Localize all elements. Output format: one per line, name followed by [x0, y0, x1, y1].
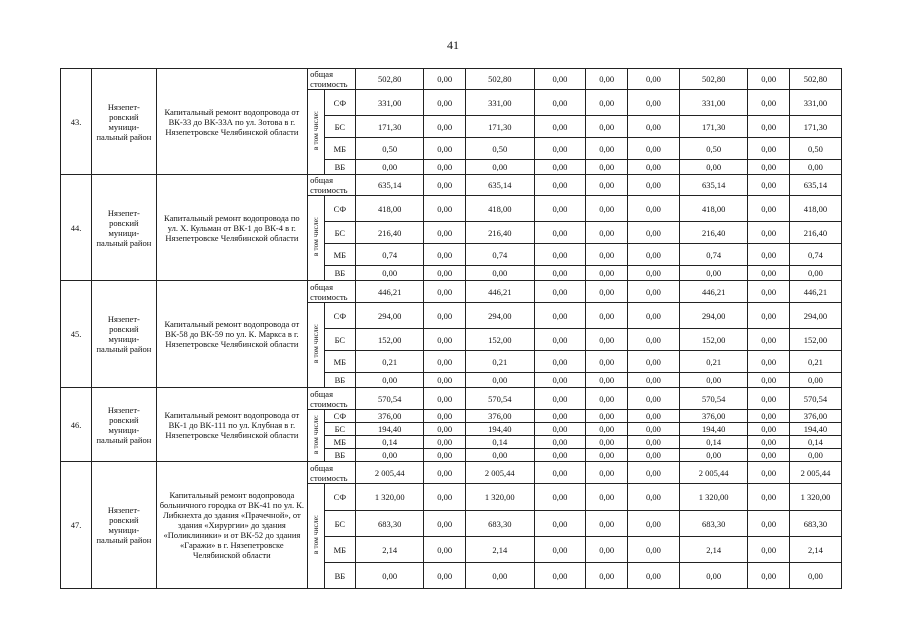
- label-bs: БС: [324, 116, 355, 138]
- value-cell: 0,00: [586, 266, 628, 281]
- value-cell: 0,50: [466, 138, 535, 160]
- label-vb: ВБ: [324, 373, 355, 388]
- value-cell: 216,40: [355, 222, 424, 244]
- row-number: 45.: [61, 281, 92, 388]
- value-cell: 0,00: [789, 266, 841, 281]
- value-cell: 0,21: [355, 351, 424, 373]
- value-cell: 0,00: [748, 436, 790, 449]
- value-cell: 418,00: [789, 196, 841, 222]
- value-cell: 635,14: [355, 175, 424, 196]
- value-cell: 0,00: [424, 410, 466, 423]
- value-cell: 0,00: [748, 196, 790, 222]
- value-cell: 0,00: [424, 373, 466, 388]
- value-cell: 0,00: [748, 373, 790, 388]
- label-sf: СФ: [324, 410, 355, 423]
- value-cell: 0,00: [355, 373, 424, 388]
- value-cell: 0,00: [627, 329, 679, 351]
- value-cell: 0,00: [534, 449, 586, 462]
- value-cell: 0,00: [534, 410, 586, 423]
- value-cell: 0,00: [424, 351, 466, 373]
- value-cell: 0,00: [627, 69, 679, 90]
- value-cell: 0,00: [424, 563, 466, 589]
- value-cell: 0,00: [424, 484, 466, 511]
- value-cell: 0,21: [679, 351, 748, 373]
- value-cell: 194,40: [679, 423, 748, 436]
- value-cell: 0,00: [748, 138, 790, 160]
- value-cell: 0,00: [748, 90, 790, 116]
- value-cell: 0,14: [789, 436, 841, 449]
- value-cell: 0,00: [424, 138, 466, 160]
- value-cell: 0,50: [789, 138, 841, 160]
- value-cell: 0,74: [789, 244, 841, 266]
- value-cell: 0,00: [586, 373, 628, 388]
- value-cell: 0,00: [748, 423, 790, 436]
- value-cell: 171,30: [679, 116, 748, 138]
- label-including-text: в том числе:: [310, 414, 320, 455]
- value-cell: 0,00: [355, 266, 424, 281]
- value-cell: 0,00: [627, 410, 679, 423]
- value-cell: 570,54: [466, 388, 535, 410]
- value-cell: 0,00: [586, 436, 628, 449]
- value-cell: 0,00: [586, 69, 628, 90]
- page-number: 41: [447, 38, 459, 52]
- value-cell: 0,00: [534, 462, 586, 484]
- value-cell: 0,00: [748, 462, 790, 484]
- value-cell: 502,80: [466, 69, 535, 90]
- label-bs: БС: [324, 329, 355, 351]
- value-cell: 0,00: [627, 511, 679, 537]
- value-cell: 0,00: [748, 266, 790, 281]
- value-cell: 0,00: [627, 462, 679, 484]
- value-cell: 0,00: [424, 329, 466, 351]
- value-cell: 0,00: [748, 303, 790, 329]
- value-cell: 0,00: [748, 388, 790, 410]
- value-cell: 0,00: [627, 484, 679, 511]
- value-cell: 0,00: [627, 436, 679, 449]
- value-cell: 0,00: [679, 449, 748, 462]
- table-row: [61, 462, 842, 484]
- value-cell: 0,00: [534, 563, 586, 589]
- label-including: [308, 484, 325, 589]
- municipality: Нязепет-ровский муници-пальный район: [92, 388, 156, 462]
- label-including: [308, 196, 325, 281]
- value-cell: 418,00: [466, 196, 535, 222]
- value-cell: 502,80: [355, 69, 424, 90]
- label-vb: ВБ: [324, 266, 355, 281]
- value-cell: 0,00: [355, 563, 424, 589]
- value-cell: 376,00: [355, 410, 424, 423]
- value-cell: 0,00: [748, 244, 790, 266]
- value-cell: 2 005,44: [355, 462, 424, 484]
- label-sf: СФ: [324, 90, 355, 116]
- value-cell: 0,00: [679, 563, 748, 589]
- value-cell: 570,54: [789, 388, 841, 410]
- value-cell: 0,00: [789, 160, 841, 175]
- label-including: [308, 303, 325, 388]
- value-cell: 0,00: [748, 175, 790, 196]
- value-cell: 0,00: [424, 244, 466, 266]
- value-cell: 152,00: [466, 329, 535, 351]
- value-cell: 2,14: [466, 537, 535, 563]
- value-cell: 683,30: [789, 511, 841, 537]
- value-cell: 2 005,44: [789, 462, 841, 484]
- table-row: [61, 69, 842, 90]
- value-cell: 0,00: [748, 484, 790, 511]
- value-cell: 152,00: [679, 329, 748, 351]
- value-cell: 0,14: [679, 436, 748, 449]
- value-cell: 0,00: [627, 388, 679, 410]
- label-sf: СФ: [324, 484, 355, 511]
- value-cell: 0,00: [424, 303, 466, 329]
- value-cell: 216,40: [679, 222, 748, 244]
- value-cell: 0,00: [534, 329, 586, 351]
- value-cell: 683,30: [679, 511, 748, 537]
- value-cell: 0,00: [748, 410, 790, 423]
- label-bs: БС: [324, 511, 355, 537]
- value-cell: 0,00: [586, 537, 628, 563]
- value-cell: 0,00: [424, 222, 466, 244]
- value-cell: 0,00: [679, 266, 748, 281]
- row-number: 43.: [61, 69, 92, 175]
- value-cell: 171,30: [466, 116, 535, 138]
- value-cell: 0,00: [534, 484, 586, 511]
- table-row: [61, 388, 842, 410]
- value-cell: 331,00: [466, 90, 535, 116]
- value-cell: 0,00: [424, 388, 466, 410]
- value-cell: 0,00: [424, 160, 466, 175]
- value-cell: 446,21: [679, 281, 748, 303]
- value-cell: 502,80: [789, 69, 841, 90]
- value-cell: 502,80: [679, 69, 748, 90]
- value-cell: 0,00: [586, 462, 628, 484]
- value-cell: 0,00: [748, 537, 790, 563]
- value-cell: 0,00: [534, 436, 586, 449]
- value-cell: 2 005,44: [679, 462, 748, 484]
- value-cell: 0,21: [466, 351, 535, 373]
- label-vb: ВБ: [324, 563, 355, 589]
- project-description: Капитальный ремонт водопровода от ВК-58 до ВК-59 по ул. К. Маркса в г. Нязепетровске Челябинской области: [156, 281, 308, 388]
- label-total: общая стоимость: [308, 388, 356, 410]
- value-cell: 0,00: [627, 303, 679, 329]
- value-cell: 2,14: [355, 537, 424, 563]
- value-cell: 0,00: [586, 563, 628, 589]
- value-cell: 0,00: [586, 410, 628, 423]
- value-cell: 0,00: [586, 449, 628, 462]
- value-cell: 376,00: [679, 410, 748, 423]
- value-cell: 1 320,00: [679, 484, 748, 511]
- value-cell: 0,00: [627, 244, 679, 266]
- budget-table: [60, 68, 842, 589]
- value-cell: 2,14: [679, 537, 748, 563]
- value-cell: 0,00: [586, 160, 628, 175]
- value-cell: 0,00: [627, 423, 679, 436]
- value-cell: 0,00: [586, 138, 628, 160]
- value-cell: 0,00: [789, 449, 841, 462]
- value-cell: 0,00: [466, 563, 535, 589]
- table-row: [61, 281, 842, 303]
- value-cell: 0,00: [534, 351, 586, 373]
- label-vb: ВБ: [324, 449, 355, 462]
- value-cell: 0,00: [424, 281, 466, 303]
- value-cell: 0,00: [534, 281, 586, 303]
- value-cell: 446,21: [466, 281, 535, 303]
- value-cell: 152,00: [789, 329, 841, 351]
- value-cell: 294,00: [679, 303, 748, 329]
- label-mb: МБ: [324, 436, 355, 449]
- value-cell: 331,00: [679, 90, 748, 116]
- value-cell: 0,00: [355, 449, 424, 462]
- value-cell: 294,00: [466, 303, 535, 329]
- value-cell: 0,00: [586, 329, 628, 351]
- value-cell: 0,00: [424, 511, 466, 537]
- value-cell: 683,30: [466, 511, 535, 537]
- value-cell: 0,00: [627, 90, 679, 116]
- label-including: [308, 90, 325, 175]
- value-cell: 0,00: [748, 351, 790, 373]
- label-total: общая стоимость: [308, 281, 356, 303]
- value-cell: 0,00: [534, 423, 586, 436]
- project-description: Капитальный ремонт водопровода от ВК-1 до ВК-111 по ул. Клубная в г. Нязепетровске Челябинской области: [156, 388, 308, 462]
- label-sf: СФ: [324, 196, 355, 222]
- value-cell: 0,00: [534, 373, 586, 388]
- value-cell: 635,14: [679, 175, 748, 196]
- row-number: 46.: [61, 388, 92, 462]
- value-cell: 216,40: [789, 222, 841, 244]
- value-cell: 0,00: [627, 138, 679, 160]
- value-cell: 0,00: [748, 329, 790, 351]
- value-cell: 294,00: [355, 303, 424, 329]
- value-cell: 0,00: [534, 69, 586, 90]
- value-cell: 418,00: [355, 196, 424, 222]
- value-cell: 0,00: [466, 266, 535, 281]
- value-cell: 0,00: [586, 222, 628, 244]
- value-cell: 0,00: [586, 484, 628, 511]
- value-cell: 0,00: [627, 563, 679, 589]
- label-vb: ВБ: [324, 160, 355, 175]
- value-cell: 0,00: [627, 537, 679, 563]
- row-number: 44.: [61, 175, 92, 281]
- value-cell: 0,00: [627, 449, 679, 462]
- value-cell: 0,00: [534, 196, 586, 222]
- value-cell: 171,30: [789, 116, 841, 138]
- value-cell: 0,00: [748, 563, 790, 589]
- value-cell: 194,40: [466, 423, 535, 436]
- value-cell: 0,00: [748, 511, 790, 537]
- table-row: [61, 175, 842, 196]
- value-cell: 635,14: [466, 175, 535, 196]
- value-cell: 0,00: [586, 351, 628, 373]
- value-cell: 0,50: [355, 138, 424, 160]
- value-cell: 2,14: [789, 537, 841, 563]
- value-cell: 0,00: [586, 196, 628, 222]
- value-cell: 0,00: [424, 423, 466, 436]
- value-cell: 1 320,00: [789, 484, 841, 511]
- value-cell: 0,00: [534, 266, 586, 281]
- value-cell: 0,00: [627, 160, 679, 175]
- value-cell: 0,00: [424, 175, 466, 196]
- label-total: общая стоимость: [308, 462, 356, 484]
- value-cell: 635,14: [789, 175, 841, 196]
- value-cell: 152,00: [355, 329, 424, 351]
- value-cell: 0,14: [466, 436, 535, 449]
- label-mb: МБ: [324, 351, 355, 373]
- value-cell: 0,00: [534, 175, 586, 196]
- value-cell: 0,00: [534, 90, 586, 116]
- project-description: Капитальный ремонт водопровода больничного городка от ВК-41 по ул. К. Либкнехта до здания «Прачечной», от здания «Хирургии» до здания «Поликлиники» и от ВК-52 до здания «Гаражи» в г. Нязепетровске Челябинской области: [156, 462, 308, 589]
- value-cell: 331,00: [789, 90, 841, 116]
- value-cell: 1 320,00: [355, 484, 424, 511]
- value-cell: 0,00: [534, 116, 586, 138]
- value-cell: 0,00: [424, 266, 466, 281]
- value-cell: 0,00: [424, 90, 466, 116]
- row-number: 47.: [61, 462, 92, 589]
- value-cell: 0,00: [424, 537, 466, 563]
- value-cell: 0,00: [424, 449, 466, 462]
- value-cell: 0,00: [586, 90, 628, 116]
- value-cell: 0,00: [534, 138, 586, 160]
- value-cell: 0,74: [679, 244, 748, 266]
- value-cell: 0,00: [534, 388, 586, 410]
- value-cell: 0,00: [534, 511, 586, 537]
- value-cell: 0,00: [748, 160, 790, 175]
- value-cell: 0,00: [627, 373, 679, 388]
- label-bs: БС: [324, 222, 355, 244]
- value-cell: 0,00: [748, 222, 790, 244]
- value-cell: 194,40: [355, 423, 424, 436]
- value-cell: 0,00: [748, 449, 790, 462]
- project-description: Капитальный ремонт водопровода от ВК-33 до ВК-33А по ул. Зотова в г. Нязепетровске Челябинской области: [156, 69, 308, 175]
- value-cell: 0,00: [679, 160, 748, 175]
- label-including-text: в том числе:: [310, 515, 320, 555]
- value-cell: 0,00: [627, 116, 679, 138]
- value-cell: 0,00: [627, 222, 679, 244]
- value-cell: 0,00: [424, 196, 466, 222]
- value-cell: 0,00: [424, 69, 466, 90]
- value-cell: 0,00: [424, 116, 466, 138]
- value-cell: 0,00: [627, 196, 679, 222]
- value-cell: 570,54: [679, 388, 748, 410]
- label-mb: МБ: [324, 537, 355, 563]
- value-cell: 0,50: [679, 138, 748, 160]
- value-cell: 0,00: [355, 160, 424, 175]
- municipality: Нязепет-ровский муници-пальный район: [92, 175, 156, 281]
- value-cell: 0,00: [627, 266, 679, 281]
- label-total: общая стоимость: [308, 69, 356, 90]
- label-mb: МБ: [324, 244, 355, 266]
- label-including-text: в том числе:: [310, 217, 320, 257]
- value-cell: 0,00: [534, 222, 586, 244]
- value-cell: 0,00: [627, 351, 679, 373]
- value-cell: 446,21: [789, 281, 841, 303]
- value-cell: 0,14: [355, 436, 424, 449]
- value-cell: 570,54: [355, 388, 424, 410]
- value-cell: 0,00: [789, 373, 841, 388]
- value-cell: 418,00: [679, 196, 748, 222]
- label-sf: СФ: [324, 303, 355, 329]
- value-cell: 0,74: [355, 244, 424, 266]
- value-cell: 0,00: [586, 388, 628, 410]
- municipality: Нязепет-ровский муници-пальный район: [92, 69, 156, 175]
- value-cell: 0,00: [748, 281, 790, 303]
- value-cell: 446,21: [355, 281, 424, 303]
- value-cell: 0,00: [586, 175, 628, 196]
- label-mb: МБ: [324, 138, 355, 160]
- municipality: Нязепет-ровский муници-пальный район: [92, 281, 156, 388]
- value-cell: 683,30: [355, 511, 424, 537]
- label-including-text: в том числе:: [310, 111, 320, 151]
- value-cell: 0,00: [586, 423, 628, 436]
- value-cell: 0,00: [534, 244, 586, 266]
- value-cell: 0,00: [534, 160, 586, 175]
- value-cell: 0,00: [534, 303, 586, 329]
- label-bs: БС: [324, 423, 355, 436]
- value-cell: 0,00: [466, 160, 535, 175]
- value-cell: 216,40: [466, 222, 535, 244]
- value-cell: 294,00: [789, 303, 841, 329]
- value-cell: 331,00: [355, 90, 424, 116]
- value-cell: 0,00: [748, 116, 790, 138]
- value-cell: 376,00: [789, 410, 841, 423]
- label-including: [308, 410, 325, 462]
- value-cell: 1 320,00: [466, 484, 535, 511]
- value-cell: 0,00: [534, 537, 586, 563]
- value-cell: 0,00: [789, 563, 841, 589]
- value-cell: 0,00: [748, 69, 790, 90]
- label-including-text: в том числе:: [310, 324, 320, 364]
- value-cell: 171,30: [355, 116, 424, 138]
- project-description: Капитальный ремонт водопровода по ул. Х. Кульман от ВК-1 до ВК-4 в г. Нязепетровске Челябинской области: [156, 175, 308, 281]
- label-total: общая стоимость: [308, 175, 356, 196]
- value-cell: 0,00: [586, 244, 628, 266]
- value-cell: 0,00: [466, 373, 535, 388]
- value-cell: 0,00: [627, 281, 679, 303]
- value-cell: 0,00: [627, 175, 679, 196]
- value-cell: 0,00: [586, 116, 628, 138]
- value-cell: 0,00: [424, 436, 466, 449]
- value-cell: 0,00: [424, 462, 466, 484]
- value-cell: 2 005,44: [466, 462, 535, 484]
- value-cell: 0,00: [586, 281, 628, 303]
- value-cell: 0,21: [789, 351, 841, 373]
- value-cell: 0,00: [586, 303, 628, 329]
- municipality: Нязепет-ровский муници-пальный район: [92, 462, 156, 589]
- value-cell: 0,00: [679, 373, 748, 388]
- value-cell: 0,00: [466, 449, 535, 462]
- value-cell: 0,74: [466, 244, 535, 266]
- value-cell: 194,40: [789, 423, 841, 436]
- value-cell: 0,00: [586, 511, 628, 537]
- value-cell: 376,00: [466, 410, 535, 423]
